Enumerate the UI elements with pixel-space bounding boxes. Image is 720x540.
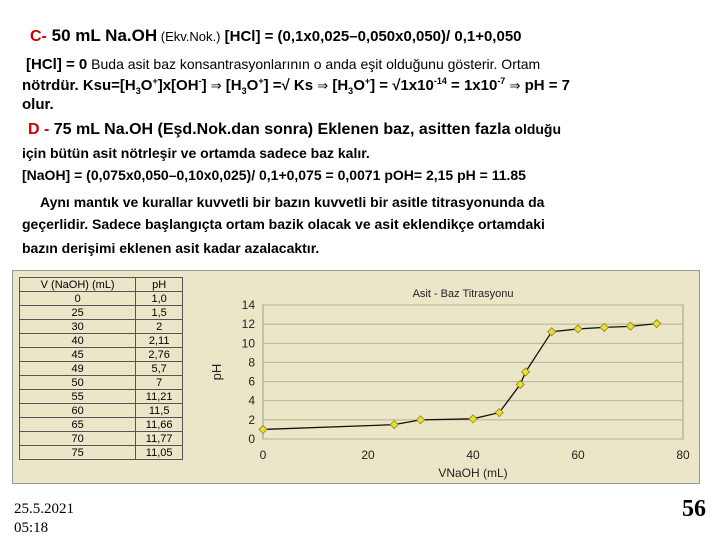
table-cell-volume: 50	[20, 376, 136, 390]
table-row	[20, 376, 183, 390]
y-tick-label: 8	[248, 355, 255, 370]
table-row	[20, 348, 183, 362]
explanation-text: Buda asit baz konsantrasyonlarının o anda eşit olduğunu gösterir. Ortam	[87, 56, 541, 72]
table-cell-ph: 1,5	[136, 306, 183, 320]
line-hcl-zero	[26, 56, 540, 73]
table-cell-ph: 11,77	[136, 432, 183, 446]
table-cell-ph: 11,5	[136, 404, 183, 418]
table-cell-ph: 2,11	[136, 334, 183, 348]
table-cell-volume: 30	[20, 320, 136, 334]
naoh-equation: [NaOH] = (0,075x0,050–0,10x0,025)/ 0,1+0,075 = 0,0071 pOH= 2,15 pH = 11.85	[22, 167, 526, 183]
y-axis-label: pH	[209, 363, 224, 381]
y-tick-label: 0	[248, 432, 255, 446]
paragraph-text-1: Aynı mantık ve kurallar kuvvetli bir bazın kuvvetli bir asitle titrasyonunda da	[40, 194, 545, 210]
table-cell-volume: 45	[20, 348, 136, 362]
table-cell-volume: 75	[20, 446, 136, 460]
table-row	[20, 320, 183, 334]
x-tick-label: 80	[676, 448, 690, 462]
table-cell-ph: 2,76	[136, 348, 183, 362]
paragraph-text-2: geçerlidir. Sadece başlangıçta ortam bazik olacak ve asit eklendikçe ortamdaki	[22, 216, 545, 232]
table-row	[20, 390, 183, 404]
x-tick-label: 0	[259, 448, 267, 462]
d-olduğu: olduğu	[510, 121, 562, 137]
line-ksu	[22, 76, 570, 96]
table-cell-volume: 40	[20, 334, 136, 348]
table-cell-volume: 65	[20, 418, 136, 432]
table-row	[20, 334, 183, 348]
table-row	[20, 432, 183, 446]
table-cell-ph: 5,7	[136, 362, 183, 376]
table-header-ph: pH	[136, 278, 183, 292]
x-axis-label: VNaOH (mL)	[438, 466, 508, 480]
table-header-row	[20, 278, 183, 292]
titration-data-table	[19, 277, 183, 460]
line-notrlesir	[22, 145, 370, 161]
line-c	[30, 26, 522, 46]
page-number: 56	[682, 496, 706, 522]
table-cell-ph: 11,05	[136, 446, 183, 460]
table-cell-volume: 55	[20, 390, 136, 404]
table-row	[20, 292, 183, 306]
paragraph-text-3: bazın derişimi eklenen asit kadar azalacaktır.	[22, 240, 320, 256]
table-cell-volume: 60	[20, 404, 136, 418]
time-text: 05:18	[14, 520, 49, 536]
date-text: 25.5.2021	[14, 501, 74, 517]
d-heading: 75 mL Na.OH (Eşd.Nok.dan sonra) Eklenen baz, asitten fazla	[49, 121, 511, 138]
y-tick-label: 2	[248, 412, 255, 427]
table-cell-volume: 70	[20, 432, 136, 446]
c-formula: [HCl] = (0,1x0,025–0,050x0,050)/ 0,1+0,050	[220, 28, 522, 45]
titration-figure	[12, 270, 700, 484]
table-row	[20, 418, 183, 432]
table-row	[20, 404, 183, 418]
table-row	[20, 306, 183, 320]
line-d	[28, 121, 561, 139]
c-volume: 50 mL Na.OH	[46, 26, 158, 45]
table-cell-ph: 11,66	[136, 418, 183, 432]
y-tick-label: 6	[248, 374, 255, 389]
paragraph-line-3	[22, 240, 319, 256]
label-c: C-	[30, 28, 47, 45]
chart-title: Asit - Baz Titrasyonu	[412, 288, 514, 300]
table-cell-volume: 49	[20, 362, 136, 376]
paragraph-line-2	[22, 216, 545, 232]
x-tick-label: 40	[466, 448, 480, 462]
hcl-zero: [HCl] = 0	[26, 56, 88, 73]
table-row	[20, 362, 183, 376]
x-tick-label: 20	[361, 448, 375, 462]
table-cell-volume: 25	[20, 306, 136, 320]
y-tick-label: 12	[241, 317, 255, 332]
titration-chart	[191, 271, 699, 483]
table-cell-ph: 1,0	[136, 292, 183, 306]
table-row	[20, 446, 183, 460]
olur-text: olur.	[22, 96, 54, 113]
slide-date	[14, 500, 74, 538]
y-tick-label: 10	[241, 336, 255, 351]
table-cell-ph: 2	[136, 320, 183, 334]
y-tick-label: 14	[241, 298, 255, 312]
ksu-equation: nötrdür. $Ksu=[H_3O^+]x[OH^-]$ ⇒ $[H_3O^+]$ =√ Ks ⇒ $[H_3O^+] = √1x10^{-14} = 1x10^{-7}$ ⇒ pH = 7	[22, 76, 571, 96]
c-ekv: (Ekv.Nok.)	[157, 29, 221, 44]
table-header-volume: V (NaOH) (mL)	[20, 278, 136, 292]
label-d: D -	[28, 121, 50, 138]
notrlesir-text: için bütün asit nötrleşir ve ortamda sadece baz kalır.	[22, 145, 370, 161]
line-olur	[22, 96, 54, 113]
table-cell-ph: 11,21	[136, 390, 183, 404]
paragraph-line-1	[40, 194, 544, 210]
y-tick-label: 4	[248, 393, 255, 408]
line-naoh	[22, 167, 526, 183]
table-cell-ph: 7	[136, 376, 183, 390]
x-tick-label: 60	[571, 448, 585, 462]
table-cell-volume: 0	[20, 292, 136, 306]
